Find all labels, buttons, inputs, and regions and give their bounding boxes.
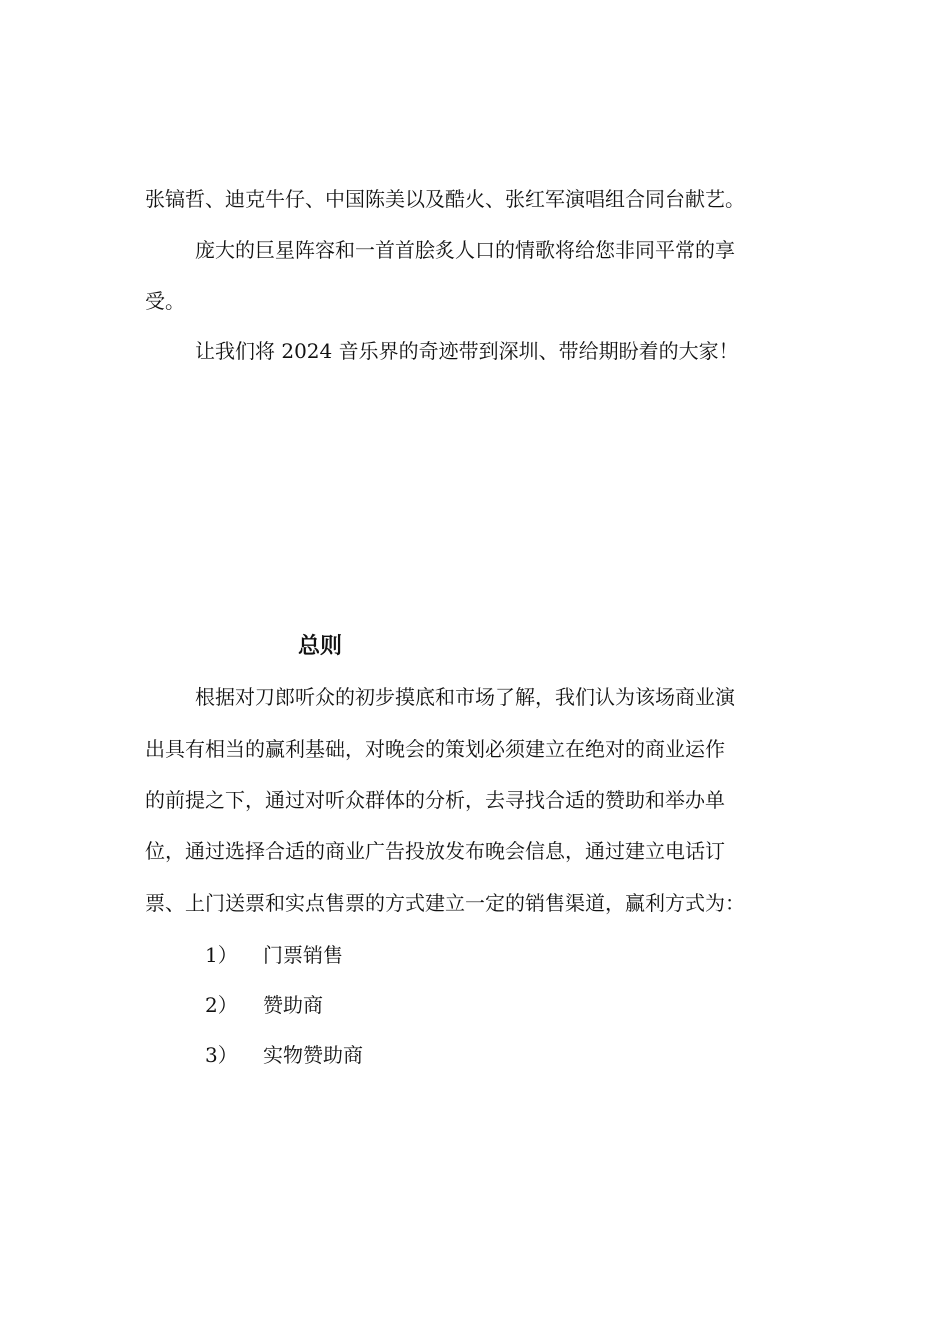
list-item <box>205 992 323 1018</box>
list-item-number: 3） <box>205 1043 238 1067</box>
list-item-text: 门票销售 <box>263 943 343 967</box>
intro-paragraph-2-line-1: 庞大的巨星阵容和一首首脍炙人口的情歌将给您非同平常的享 <box>195 238 735 262</box>
section-title: 总则 <box>298 634 343 659</box>
section-body-line-5: 票、上门送票和实点售票的方式建立一定的销售渠道，赢利方式为： <box>145 891 745 915</box>
list-item-text: 实物赞助商 <box>263 1043 363 1067</box>
section-body-line-4: 位，通过选择合适的商业广告投放发布晚会信息，通过建立电话订 <box>145 839 725 863</box>
list-item-number: 1） <box>205 943 238 967</box>
list-item-text: 赞助商 <box>263 993 323 1017</box>
intro-line-1: 张镐哲、迪克牛仔、中国陈美以及酷火、张红军演唱组合同台献艺。 <box>145 187 745 211</box>
section-body-line-3: 的前提之下，通过对听众群体的分析，去寻找合适的赞助和举办单 <box>145 788 725 812</box>
list-item <box>205 1042 363 1068</box>
list-item <box>205 942 343 968</box>
intro-paragraph-3: 让我们将 2024 音乐界的奇迹带到深圳、带给期盼着的大家！ <box>195 339 739 363</box>
list-item-number: 2） <box>205 993 238 1017</box>
section-body-line-1: 根据对刀郎听众的初步摸底和市场了解，我们认为该场商业演 <box>195 685 735 709</box>
intro-paragraph-2-line-2: 受。 <box>145 289 185 313</box>
section-body-line-2: 出具有相当的赢利基础，对晚会的策划必须建立在绝对的商业运作 <box>145 737 725 761</box>
